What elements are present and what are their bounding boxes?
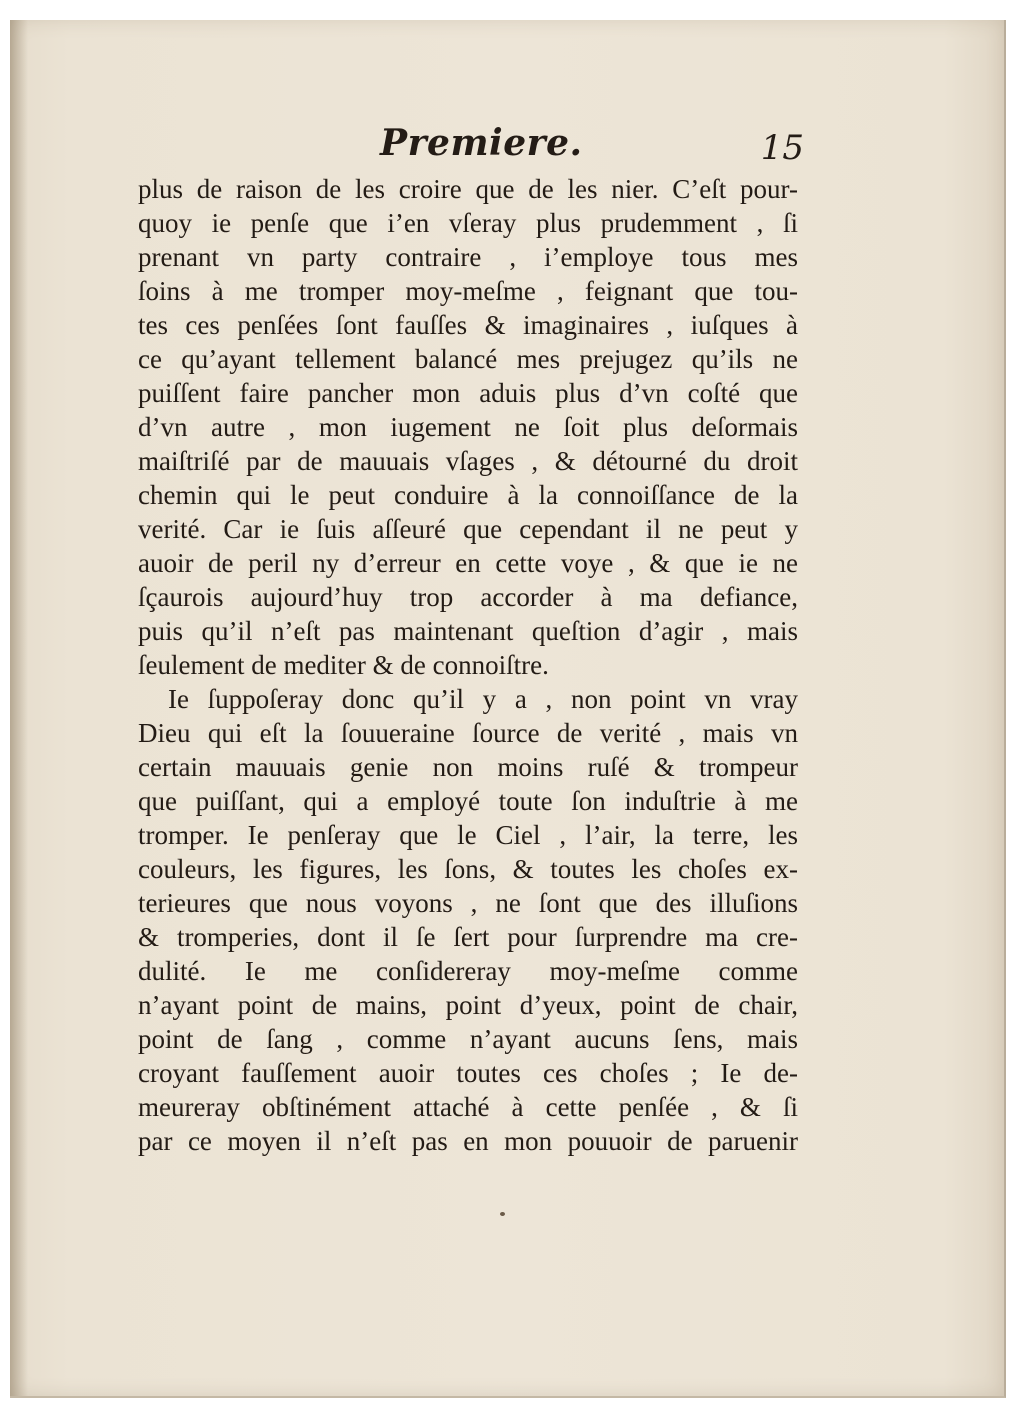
text-line: auoir de peril ny d’erreur en cette voye , & que ie ne — [138, 548, 798, 578]
text-line: plus de raison de les croire que de les nier. C’eſt pour- — [138, 174, 798, 204]
running-head: Premiere. — [380, 122, 583, 164]
text-line: que puiſſant, qui a employé toute ſon induſtrie à me — [138, 786, 798, 816]
text-line: ſoins à me tromper moy-meſme , feignant que tou- — [138, 276, 798, 306]
paragraph — [138, 172, 798, 682]
text-line: n’ayant point de mains, point d’yeux, point de chair, — [138, 990, 798, 1020]
text-line: verité. Car ie ſuis aſſeuré que cependant il ne peut y — [138, 514, 798, 544]
text-line: ſeulement de mediter & de connoiſtre. — [138, 650, 549, 680]
text-line: tes ces penſées ſont fauſſes & imaginaires , iuſques à — [138, 310, 798, 340]
text-line: Ie ſuppoſeray donc qu’il y a , non point vn vray — [168, 684, 798, 714]
page-header — [130, 118, 810, 168]
text-line: & tromperies, dont il ſe ſert pour ſurprendre ma cre- — [138, 922, 798, 952]
page-gutter-shadow — [10, 20, 28, 1396]
text-line: tromper. Ie penſeray que le Ciel , l’air, la terre, les — [138, 820, 798, 850]
text-line: Dieu qui eſt la ſouueraine ſource de verité , mais vn — [138, 718, 798, 748]
text-line: d’vn autre , mon iugement ne ſoit plus deſormais — [138, 412, 798, 442]
text-line: quoy ie penſe que i’en vſeray plus prudemment , ſi — [138, 208, 798, 238]
text-line: couleurs, les figures, les ſons, & toutes les choſes ex- — [138, 854, 798, 884]
page-number: 15 — [760, 128, 804, 168]
text-line: puiſſent faire pancher mon aduis plus d’vn coſté que — [138, 378, 798, 408]
text-line: terieures que nous voyons , ne ſont que des illuſions — [138, 888, 798, 918]
text-line: dulité. Ie me conſidereray moy-meſme comme — [138, 956, 798, 986]
text-line: point de ſang , comme n’ayant aucuns ſens, mais — [138, 1024, 798, 1054]
text-line: par ce moyen il n’eſt pas en mon pouuoir de paruenir — [138, 1126, 798, 1156]
text-line: maiſtriſé par de mauuais vſages , & détourné du droit — [138, 446, 798, 476]
text-line: ce qu’ayant tellement balancé mes prejugez qu’ils ne — [138, 344, 798, 374]
text-line: certain mauuais genie non moins ruſé & trompeur — [138, 752, 798, 782]
text-line: puis qu’il n’eſt pas maintenant queſtion d’agir , mais — [138, 616, 798, 646]
text-line: meureray obſtinément attaché à cette penſée , & ſi — [138, 1092, 798, 1122]
text-line: croyant fauſſement auoir toutes ces choſes ; Ie de- — [138, 1058, 798, 1088]
text-line: ſçaurois aujourd’huy trop accorder à ma defiance, — [138, 582, 798, 612]
text-line: chemin qui le peut conduire à la connoiſſance de la — [138, 480, 798, 510]
ink-speck — [500, 1212, 505, 1216]
text-line: prenant vn party contraire , i’employe tous mes — [138, 242, 798, 272]
body-text — [138, 172, 798, 1158]
paragraph — [138, 682, 798, 1158]
